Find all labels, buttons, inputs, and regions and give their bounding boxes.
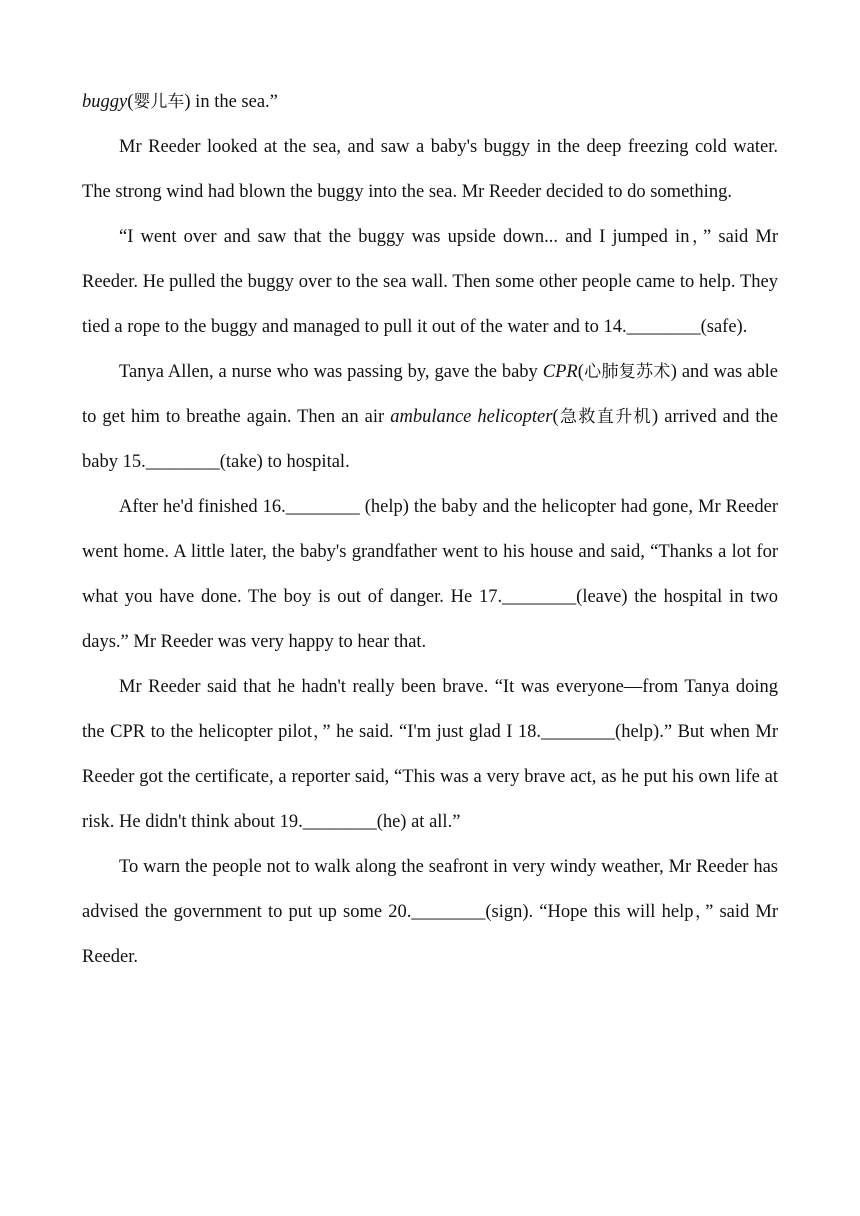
text-run: ” said Mr Reeder. bbox=[82, 902, 779, 967]
text-run: Mr Reeder said that he hadn't really been brave. “It was everyone—from Tanya doing the CPR to the helicopter pilot bbox=[82, 677, 778, 742]
paragraph-warning-signs bbox=[82, 845, 778, 980]
chinese-gloss: 心肺复苏术 bbox=[583, 362, 671, 382]
text-run: To warn the people not to walk along the seafront in very windy weather, Mr Reeder has advised the government to put up some 20.________(sign). “Hope this will help bbox=[82, 857, 778, 922]
chinese-gloss: ， bbox=[693, 902, 706, 922]
italic-term: buggy bbox=[82, 92, 128, 112]
text-run: ) arrived and the baby 15.________(take) to hospital. bbox=[82, 407, 778, 472]
text-run: ” said Mr Reeder. He pulled the buggy over to the sea wall. Then some other people came to help. They tied a rope to the buggy and managed to pull it out of the water and to 14.________(safe) bbox=[82, 227, 779, 337]
text-run: Mr Reeder looked at the sea, and saw a baby's buggy in the deep freezing cold water. The strong wind had blown the buggy into the sea. Mr Reeder decided to do something. bbox=[82, 137, 778, 202]
text-run: ( bbox=[577, 362, 584, 382]
text-run: After he'd finished 16.________ (help) the baby and the helicopter had gone, Mr Reeder went home. A little later, the baby's grandfather went to his house and said, “Thanks a lot for what you have done. The boy is out of danger. He 17.________(leave) the hospital in two days.” Mr Reeder was very happy to hear that. bbox=[82, 497, 778, 652]
paragraph-not-brave bbox=[82, 665, 778, 845]
text-run: ” he said. “I'm just glad I 18.________(help) bbox=[322, 722, 660, 742]
paragraph-continuation bbox=[82, 80, 778, 125]
text-run: ) and was able to get him to breathe again. Then an air bbox=[82, 362, 778, 427]
paragraph-buggy-in-water bbox=[82, 125, 778, 215]
text-run: Tanya Allen, a nurse who was passing by, gave the baby bbox=[119, 362, 543, 382]
italic-term: ambulance helicopter bbox=[390, 407, 553, 427]
paragraph-jumped-in bbox=[82, 215, 778, 350]
chinese-gloss: ， bbox=[689, 227, 704, 247]
text-run: ( bbox=[127, 92, 134, 112]
italic-term: CPR bbox=[542, 362, 578, 382]
text-run: . bbox=[659, 722, 664, 742]
text-run: ) in the sea.” bbox=[184, 92, 278, 112]
chinese-gloss: 急救直升机 bbox=[558, 407, 653, 427]
chinese-gloss: ， bbox=[312, 722, 323, 742]
paragraph-grandfather bbox=[82, 485, 778, 665]
document-page bbox=[82, 80, 778, 980]
text-run: ” But when Mr Reeder got the certificate, a reporter said, “This was a very brave act, as he put his own life at risk. He didn't think about 19.________(he) at all.” bbox=[82, 722, 779, 832]
chinese-gloss: 婴儿车 bbox=[133, 92, 185, 112]
text-run: . bbox=[742, 317, 748, 337]
paragraph-cpr bbox=[82, 350, 778, 485]
text-run: “I went over and saw that the buggy was upside down... and I jumped in bbox=[119, 227, 690, 247]
text-run: ( bbox=[552, 407, 559, 427]
